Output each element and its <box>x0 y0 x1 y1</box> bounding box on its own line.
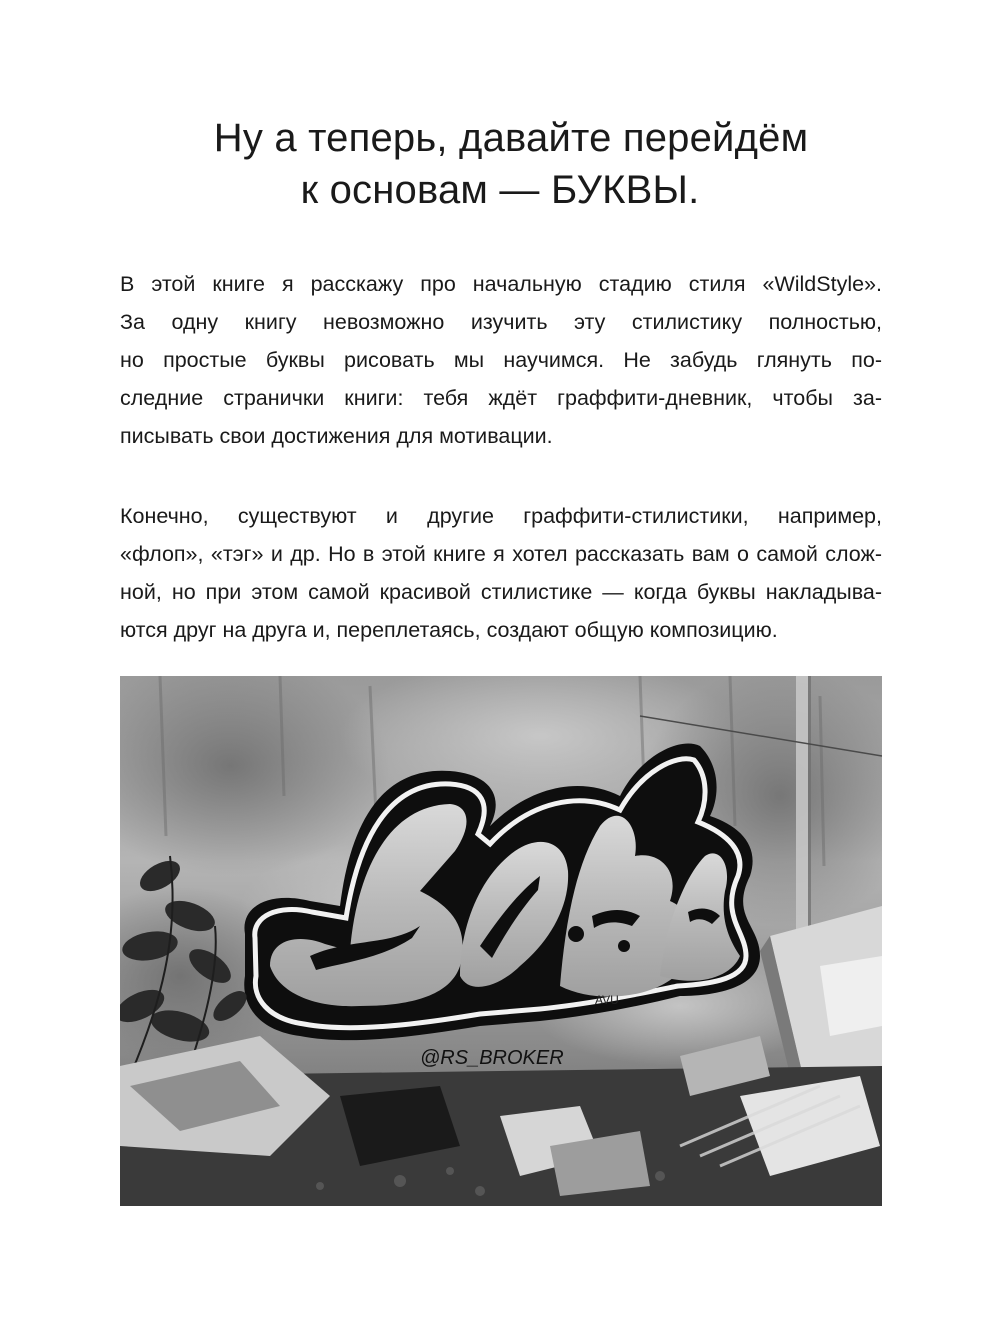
graffiti-photo-illustration <box>120 676 882 1206</box>
heading-line-2: к основам — БУКВЫ. <box>300 168 700 212</box>
paragraph-1-line: но простые буквы рисовать мы научимся. Не забудь глянуть по- <box>120 348 882 372</box>
paragraph-2-line: ной, но при этом самой красивой стилистике — когда буквы накладыва- <box>120 580 882 604</box>
graffiti-tag: @RS_BROKER <box>420 1047 564 1069</box>
heading-line-1: Ну а теперь, давайте перейдём <box>213 116 809 160</box>
paragraph-1-line: В этой книге я расскажу про начальную стадию стиля «WildStyle». <box>120 272 882 296</box>
paragraph-1-line: За одну книгу невозможно изучить эту стилистику полностью, <box>120 310 882 334</box>
paragraph-1 <box>120 265 882 455</box>
graffiti-photo <box>120 676 882 1206</box>
paragraph-2-line: «флоп», «тэг» и др. Но в этой книге я хотел рассказать вам о самой слож- <box>120 542 882 566</box>
graffiti-small-tag: AVU <box>595 993 619 1007</box>
page-heading <box>120 112 880 216</box>
paragraph-2 <box>120 497 882 649</box>
paragraph-2-line: Конечно, существуют и другие граффити-стилистики, например, <box>120 504 882 528</box>
paragraph-1-line: писывать свои достижения для мотивации. <box>120 424 553 448</box>
paragraph-2-line: ются друг на друга и, переплетаясь, создают общую композицию. <box>120 618 778 642</box>
paragraph-1-line: следние странички книги: тебя ждёт граффити-дневник, чтобы за- <box>120 386 882 410</box>
